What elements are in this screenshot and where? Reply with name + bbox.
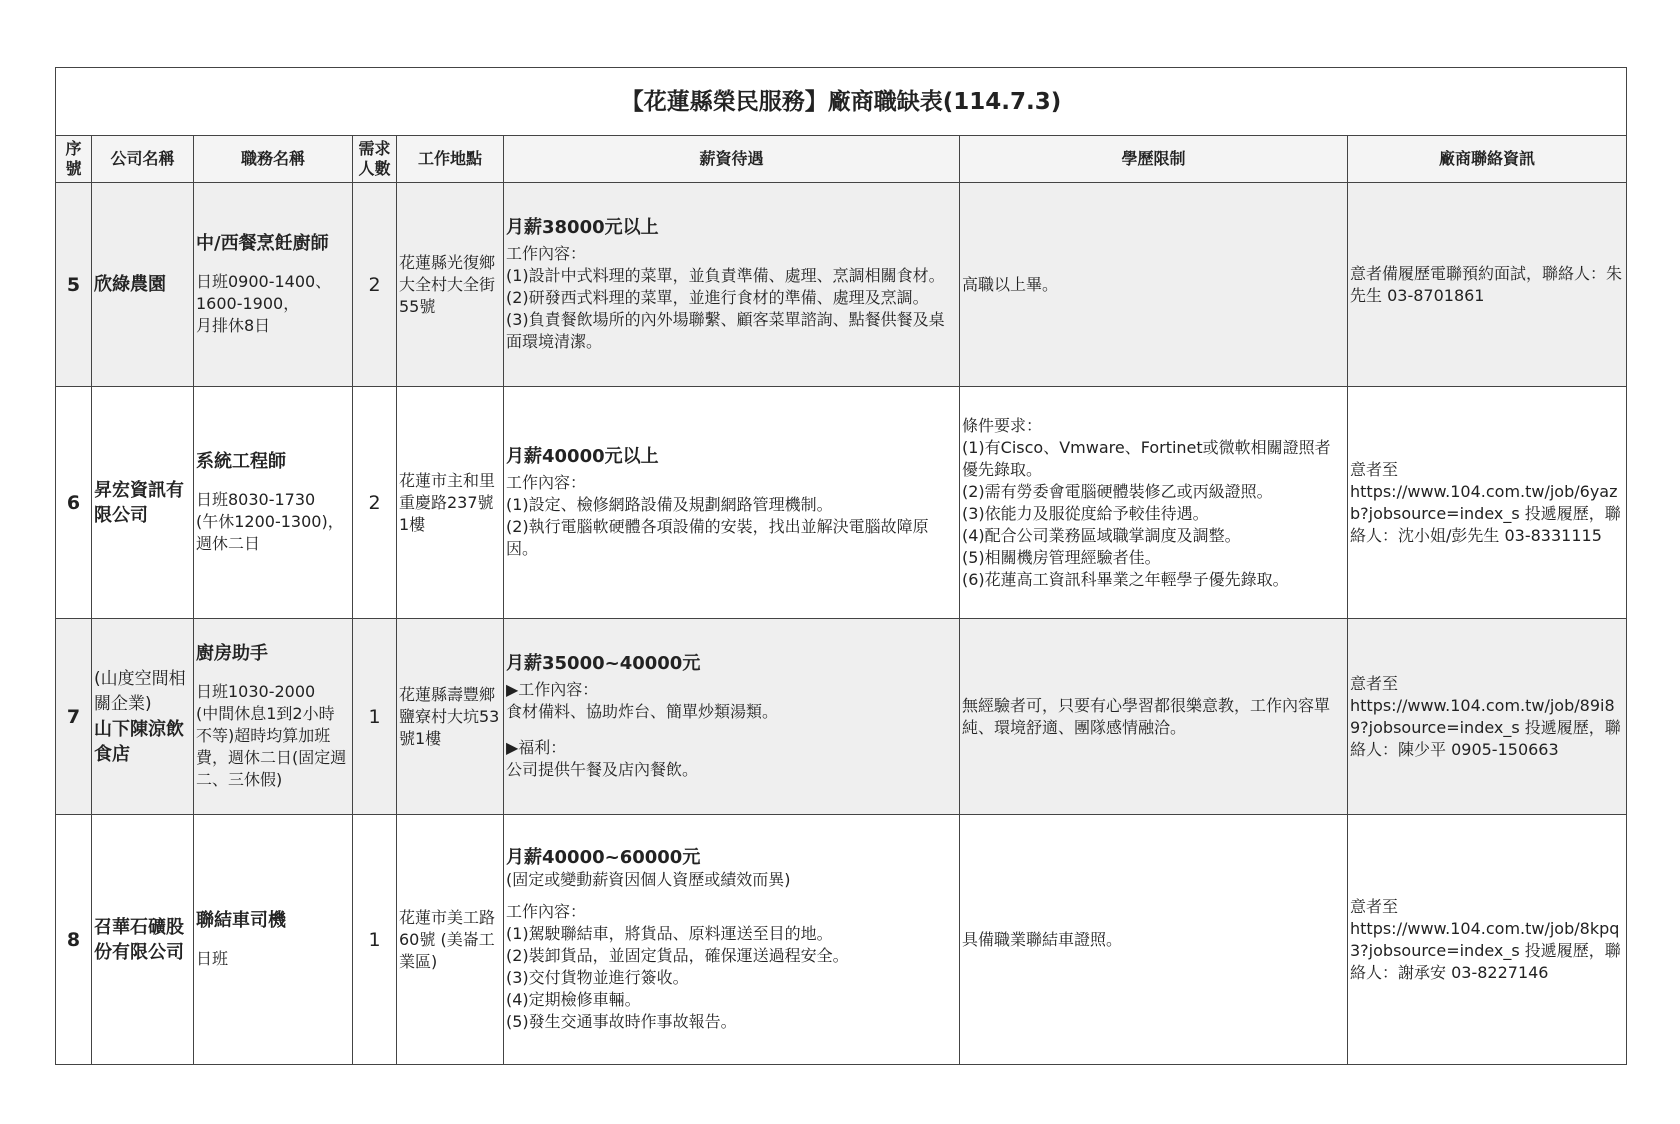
contact-line: https://www.104.com.tw/job/6yazb?jobsource=index_s 投遞履歷，聯絡人：沈小姐/彭先生 03-8331115 [1350, 481, 1621, 545]
contact-line: 意者至 [1350, 673, 1399, 693]
contact-cell [1348, 815, 1627, 1065]
job-cell [194, 619, 353, 815]
education-cell [960, 619, 1348, 815]
salary-cell [504, 815, 960, 1065]
job-cell [194, 387, 353, 619]
company-name: 召華石礦股份有限公司 [92, 815, 194, 1065]
education-line: 具備職業聯結車證照。 [962, 929, 1123, 949]
salary-amount: 月薪40000元以上 [506, 445, 659, 467]
header-location: 工作地點 [397, 136, 504, 183]
header-no: 序號 [56, 136, 92, 183]
job-hours: 日班8030-1730 (午休1200-1300)， 週休二日 [196, 489, 344, 553]
salary-line: (3)負責餐飲場所的內外場聯繫、顧客菜單諮詢、點餐供餐及桌面環境清潔。 [506, 309, 945, 351]
education-line: (1)有Cisco、Vmware、Fortinet或微軟相關證照者優先錄取。 [962, 437, 1331, 479]
headcount: 1 [353, 619, 397, 815]
salary-amount: 月薪35000~40000元 [506, 652, 701, 674]
job-hours: 日班0900-1400、 1600-1900， 月排休8日 [196, 271, 332, 335]
company-name: 欣綠農園 [92, 183, 194, 387]
education-line: (3)依能力及服從度給予較佳待遇。 [962, 503, 1209, 523]
row-number: 5 [56, 183, 92, 387]
education-line: (6)花蓮高工資訊科畢業之年輕學子優先錄取。 [962, 569, 1289, 589]
company-name: 山下陳涼飲食店 [94, 718, 184, 765]
salary-line: 工作內容： [506, 901, 587, 921]
salary-cell [504, 619, 960, 815]
salary-line: (2)執行電腦軟硬體各項設備的安裝，找出並解決電腦故障原因。 [506, 516, 929, 558]
salary-line: (1)設計中式料理的菜單，並負責準備、處理、烹調相關食材。 [506, 265, 945, 285]
job-title: 聯結車司機 [196, 909, 286, 931]
education-line: 無經驗者可，只要有心學習都很樂意教，工作內容單純、環境舒適、團隊感情融洽。 [962, 695, 1331, 737]
salary-line: (3)交付貨物並進行簽收。 [506, 967, 689, 987]
salary-line: ▶工作內容： [506, 679, 599, 699]
education-cell [960, 183, 1348, 387]
salary-line: 工作內容： [506, 472, 587, 492]
salary-spacer [506, 723, 957, 737]
contact-line: 意者至 [1350, 459, 1399, 479]
company-note: (山度空間相關企業) [94, 668, 186, 714]
job-title: 中/西餐烹飪廚師 [196, 232, 329, 254]
headcount: 2 [353, 183, 397, 387]
contact-line: 意者備履歷電聯預約面試，聯絡人：朱先生 03-8701861 [1350, 263, 1623, 305]
company-name: 昇宏資訊有限公司 [92, 387, 194, 619]
work-location: 花蓮縣光復鄉 大全村大全街 55號 [397, 183, 504, 387]
education-line: (5)相關機房管理經驗者佳。 [962, 547, 1161, 567]
table-row [56, 183, 1627, 387]
job-cell [194, 183, 353, 387]
company-cell [92, 619, 194, 815]
contact-cell [1348, 387, 1627, 619]
contact-line: https://www.104.com.tw/job/8kpq3?jobsource=index_s 投遞履歷，聯絡人：謝承安 03-8227146 [1350, 918, 1621, 982]
contact-line: https://www.104.com.tw/job/89i89?jobsource=index_s 投遞履歷，聯絡人：陳少平 0905-150663 [1350, 695, 1621, 759]
job-vacancy-table [55, 67, 1627, 1065]
salary-line: 公司提供午餐及店內餐飲。 [506, 759, 699, 779]
job-cell [194, 815, 353, 1065]
table-header-row [56, 136, 1627, 183]
salary-amount: 月薪38000元以上 [506, 216, 659, 238]
salary-cell [504, 183, 960, 387]
education-line: (4)配合公司業務區域職掌調度及調整。 [962, 525, 1241, 545]
header-company: 公司名稱 [92, 136, 194, 183]
salary-line: (5)發生交通事故時作事故報告。 [506, 1011, 737, 1031]
salary-line: ▶福利： [506, 737, 567, 757]
job-title: 系統工程師 [196, 450, 286, 472]
page-title: 【花蓮縣榮民服務】廠商職缺表(114.7.3) [56, 68, 1627, 136]
salary-line: (1)駕駛聯結車，將貨品、原料運送至目的地。 [506, 923, 833, 943]
header-count: 需求人數 [353, 136, 397, 183]
contact-line: 意者至 [1350, 896, 1399, 916]
job-title: 廚房助手 [196, 642, 268, 664]
salary-line: 工作內容： [506, 243, 587, 263]
work-location: 花蓮市美工路 60號 (美崙工 業區) [397, 815, 504, 1065]
job-hours: 日班 [196, 948, 229, 968]
salary-cell [504, 387, 960, 619]
education-line: (2)需有勞委會電腦硬體裝修乙或丙級證照。 [962, 481, 1273, 501]
work-location: 花蓮縣壽豐鄉 鹽寮村大坑53 號1樓 [397, 619, 504, 815]
education-line: 條件要求： [962, 415, 1043, 435]
table-row [56, 815, 1627, 1065]
salary-line: (2)研發西式料理的菜單，並進行食材的準備、處理及烹調。 [506, 287, 929, 307]
row-number: 6 [56, 387, 92, 619]
header-education: 學歷限制 [960, 136, 1348, 183]
headcount: 1 [353, 815, 397, 1065]
job-hours: 日班1030-2000 (中間休息1到2小時不等)超時均算加班費，週休二日(固定週二、三休假) [196, 681, 347, 789]
salary-line: (4)定期檢修車輛。 [506, 989, 641, 1009]
salary-line: (2)裝卸貨品，並固定貨品，確保運送過程安全。 [506, 945, 849, 965]
row-number: 8 [56, 815, 92, 1065]
header-contact: 廠商聯絡資訊 [1348, 136, 1627, 183]
headcount: 2 [353, 387, 397, 619]
salary-line: 食材備料、協助炸台、簡單炒類湯類。 [506, 701, 779, 721]
salary-line: (1)設定、檢修網路設備及規劃網路管理機制。 [506, 494, 833, 514]
header-job: 職務名稱 [194, 136, 353, 183]
work-location: 花蓮市主和里 重慶路237號 1樓 [397, 387, 504, 619]
education-line: 高職以上畢。 [962, 274, 1059, 294]
header-salary: 薪資待遇 [504, 136, 960, 183]
education-cell [960, 387, 1348, 619]
contact-cell [1348, 619, 1627, 815]
contact-cell [1348, 183, 1627, 387]
row-number: 7 [56, 619, 92, 815]
table-row [56, 619, 1627, 815]
table-row [56, 387, 1627, 619]
salary-note: (固定或變動薪資因個人資歷或績效而異) [506, 869, 791, 889]
salary-amount: 月薪40000~60000元 [506, 846, 701, 868]
education-cell [960, 815, 1348, 1065]
